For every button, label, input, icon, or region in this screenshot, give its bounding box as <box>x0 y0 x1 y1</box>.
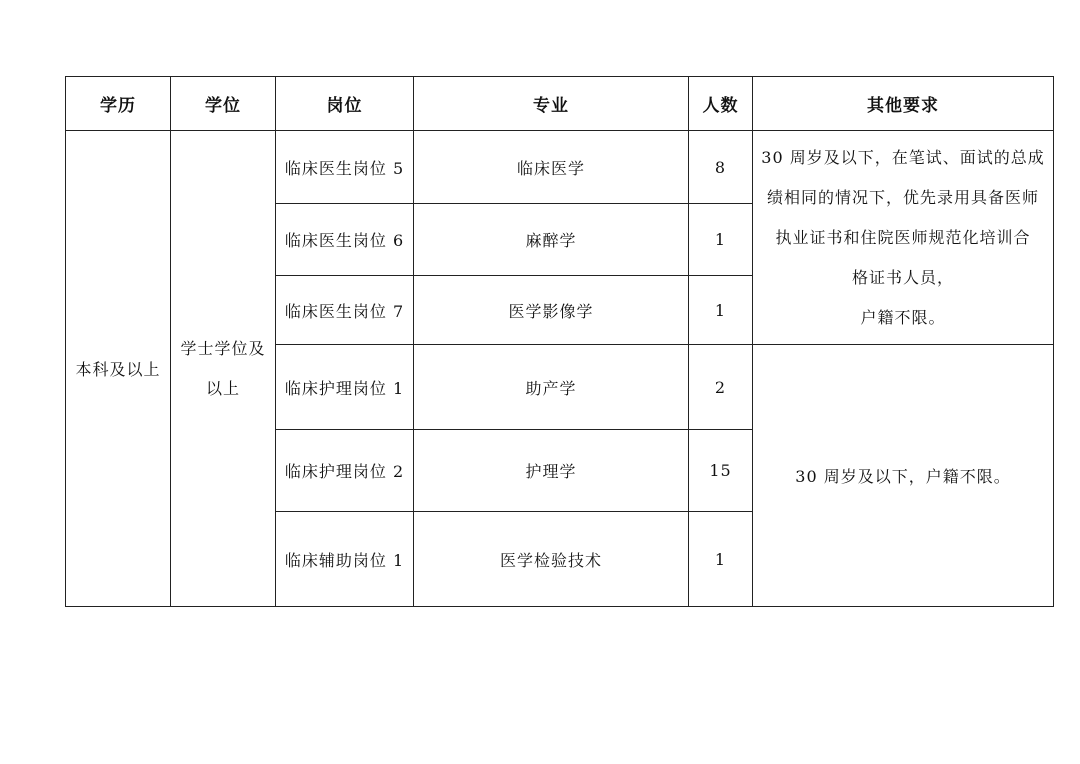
header-education: 学历 <box>66 77 171 131</box>
position-cell: 临床医生岗位 6 <box>276 204 414 276</box>
count-cell: 1 <box>689 276 753 345</box>
count-cell: 15 <box>689 430 753 512</box>
position-cell: 临床护理岗位 2 <box>276 430 414 512</box>
header-row <box>66 77 1054 131</box>
header-count: 人数 <box>689 77 753 131</box>
header-degree: 学位 <box>171 77 276 131</box>
position-cell: 临床医生岗位 7 <box>276 276 414 345</box>
header-position: 岗位 <box>276 77 414 131</box>
major-cell: 麻醉学 <box>414 204 689 276</box>
major-cell: 医学影像学 <box>414 276 689 345</box>
requirement-cell-1 <box>753 131 1054 345</box>
requirement-line-1: 30 周岁及以下，在笔试、面试的总成 <box>761 147 1045 167</box>
major-cell: 临床医学 <box>414 131 689 204</box>
header-major: 专业 <box>414 77 689 131</box>
count-cell: 1 <box>689 512 753 607</box>
requirement-line-2: 绩相同的情况下，优先录用具备医师 <box>766 187 1039 207</box>
position-cell: 临床护理岗位 1 <box>276 345 414 430</box>
degree-line-2: 以上 <box>205 378 240 398</box>
degree-cell <box>171 131 276 607</box>
table-row <box>66 131 1054 204</box>
recruitment-table <box>65 76 1054 607</box>
degree-line-1: 学士学位及 <box>180 338 266 358</box>
header-other: 其他要求 <box>753 77 1054 131</box>
count-cell: 1 <box>689 204 753 276</box>
requirement-line-3: 执业证书和住院医师规范化培训合 <box>775 227 1031 247</box>
requirement-line-4: 格证书人员， <box>851 267 954 287</box>
position-cell: 临床辅助岗位 1 <box>276 512 414 607</box>
requirement-cell-2: 30 周岁及以下，户籍不限。 <box>753 345 1054 607</box>
major-cell: 助产学 <box>414 345 689 430</box>
position-cell: 临床医生岗位 5 <box>276 131 414 204</box>
requirement-line-5: 户籍不限。 <box>860 307 946 327</box>
major-cell: 医学检验技术 <box>414 512 689 607</box>
education-cell: 本科及以上 <box>66 131 171 607</box>
count-cell: 8 <box>689 131 753 204</box>
count-cell: 2 <box>689 345 753 430</box>
major-cell: 护理学 <box>414 430 689 512</box>
